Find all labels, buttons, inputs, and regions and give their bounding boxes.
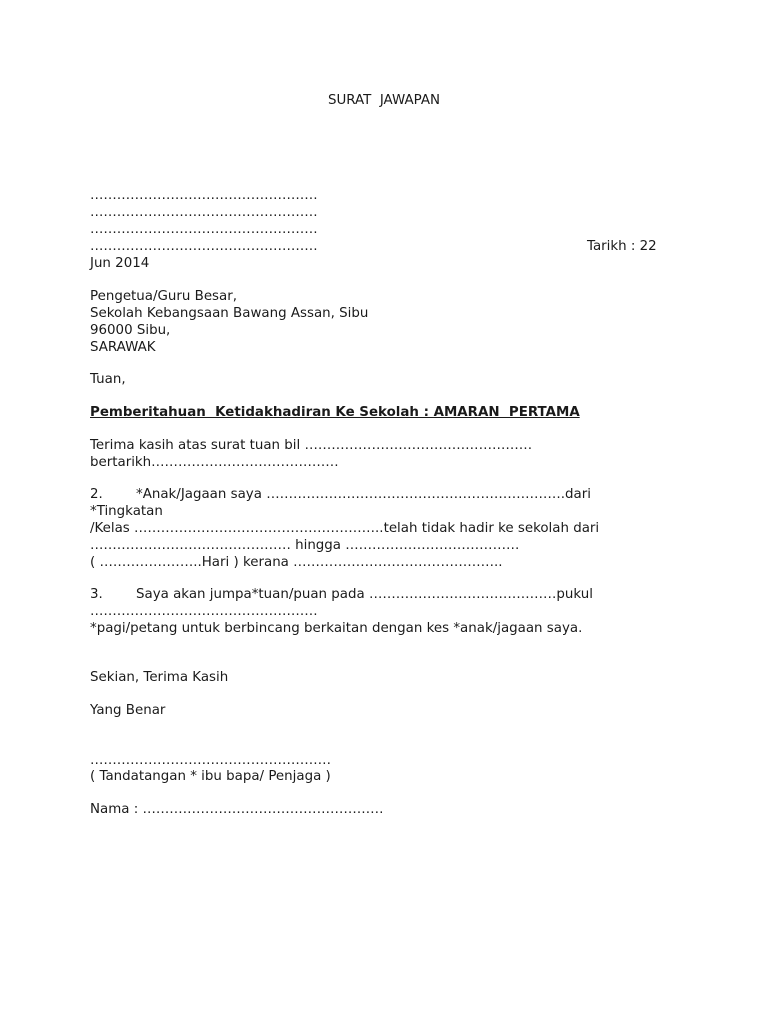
sender-address-line: …………………………………………… [90, 239, 318, 254]
recipient-school: Sekolah Kebangsaan Bawang Assan, Sibu [90, 306, 369, 321]
paragraph-2-line: *Tingkatan [90, 504, 163, 519]
sign-off: Yang Benar [90, 703, 166, 718]
signature-caption: ( Tandatangan * ibu bapa/ Penjaga ) [90, 769, 331, 784]
paragraph-number: 2. [90, 487, 103, 502]
salutation: Tuan, [90, 372, 126, 387]
signature-line: ……………………………………………… [90, 753, 332, 768]
paragraph-2-line: /Kelas ………………………………………………..telah tidak hadir ke sekolah dari [90, 521, 600, 536]
paragraph-3-line [90, 586, 593, 603]
paragraph-3-line: …………………………………………… [90, 604, 318, 619]
closing: Sekian, Terima Kasih [90, 670, 229, 685]
paragraph-2-line: ……………………………………… hingga ………………………………… [90, 538, 520, 553]
name-line: Nama : ……………………………………………… [90, 802, 384, 817]
paragraph-3-text: Saya akan jumpa*tuan/puan pada ……………………………………pukul [136, 587, 593, 602]
letter-title: SURAT JAWAPAN [327, 93, 441, 108]
paragraph-1-line: Terima kasih atas surat tuan bil …………………………………………… [90, 438, 533, 453]
recipient-postcode: 96000 Sibu, [90, 323, 171, 338]
date-continuation: Jun 2014 [90, 256, 150, 271]
paragraph-number: 3. [90, 587, 103, 602]
date-label: Tarikh : 22 [587, 239, 657, 254]
paragraph-2-line [90, 486, 591, 503]
paragraph-1-line: bertarikh…………………………………… [90, 455, 339, 470]
sender-address-line: …………………………………………… [90, 205, 318, 220]
letter-subject: Pemberitahuan Ketidakhadiran Ke Sekolah : AMARAN PERTAMA [90, 405, 580, 420]
paragraph-3-line: *pagi/petang untuk berbincang berkaitan dengan kes *anak/jagaan saya. [90, 621, 583, 636]
sender-address-line: …………………………………………… [90, 222, 318, 237]
recipient-title: Pengetua/Guru Besar, [90, 289, 237, 304]
sender-address-line: …………………………………………… [90, 188, 318, 203]
paragraph-2-line: ( …………………..Hari ) kerana ……………………………………….. [90, 555, 503, 570]
recipient-state: SARAWAK [90, 340, 156, 355]
paragraph-2-text: *Anak/Jagaan saya ………………………………………………………….dari [136, 487, 591, 502]
